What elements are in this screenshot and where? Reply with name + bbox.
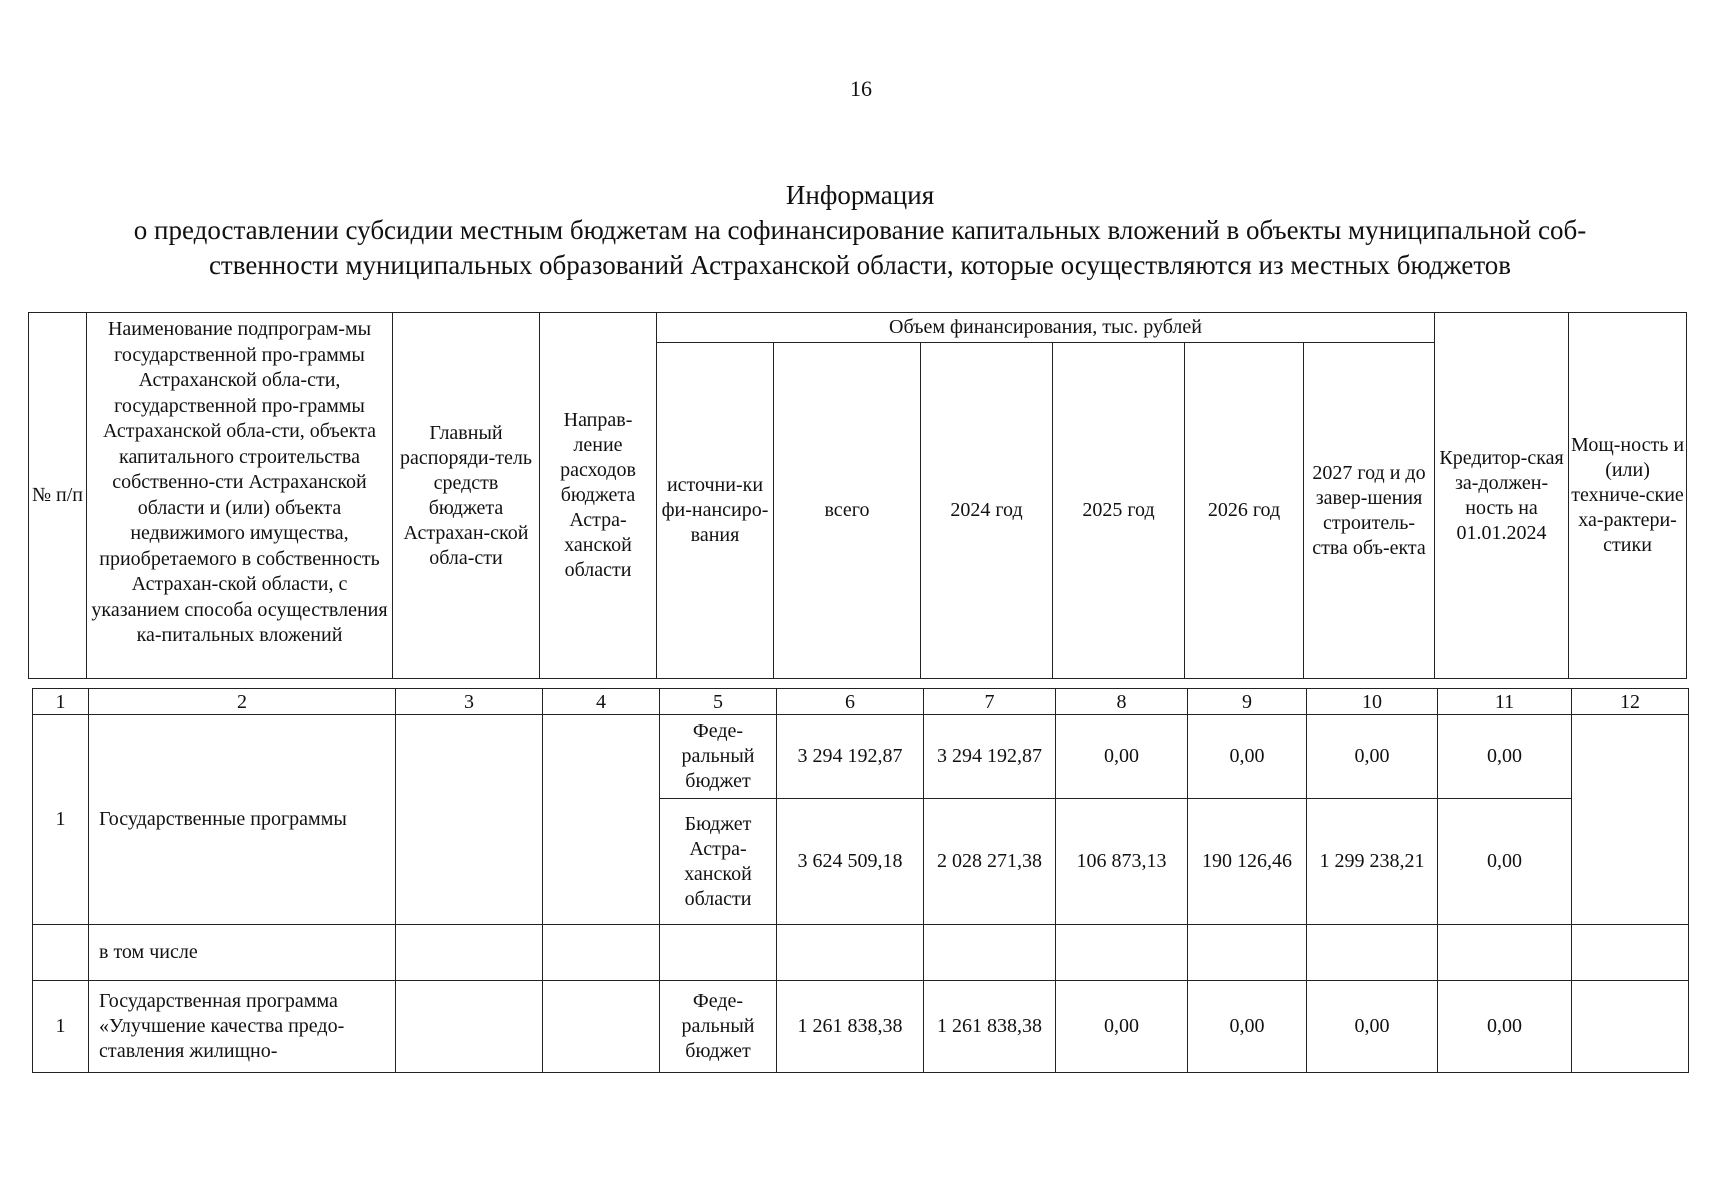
col-number: 8: [1056, 689, 1188, 715]
row-name: Государственная программа «Улучшение качества предо-ставления жилищно-: [89, 981, 396, 1073]
row-2026: 0,00: [1188, 715, 1307, 799]
table-row: [33, 715, 1689, 799]
row-num: 1: [33, 981, 89, 1073]
row-direction: [543, 981, 660, 1073]
row-cell: [924, 925, 1056, 981]
row-total: 3 294 192,87: [777, 715, 924, 799]
row-cell: [396, 925, 543, 981]
header-2027: 2027 год и до завер-шения строитель-ства объ-екта: [1304, 343, 1435, 679]
row-2025: 0,00: [1056, 715, 1188, 799]
col-number: 11: [1438, 689, 1572, 715]
row-debt: 0,00: [1438, 981, 1572, 1073]
header-name: Наименование подпрограм-мы государственной про-граммы Астраханской обла-сти, государственной про-граммы Астраханской обла-сти, объекта капитального строительства собственно-сти Астраханской области и (или) объекта недвижимого имущества, приобретаемого в собственность Астрахан-ской области, с указанием способа осуществления ка-питальных вложений: [87, 313, 393, 679]
row-cell: [660, 925, 777, 981]
row-2026: 0,00: [1188, 981, 1307, 1073]
row-capacity: [1572, 981, 1689, 1073]
header-sources: источни-ки фи-нансиро-вания: [657, 343, 774, 679]
header-2025: 2025 год: [1053, 343, 1185, 679]
row-cell: [1188, 925, 1307, 981]
row-direction: [543, 715, 660, 925]
table-row: [33, 981, 1689, 1073]
row-num: [33, 925, 89, 981]
row-2027: 0,00: [1307, 981, 1438, 1073]
row-chief-manager: [396, 715, 543, 925]
col-number: 9: [1188, 689, 1307, 715]
col-number: 5: [660, 689, 777, 715]
row-2024: 1 261 838,38: [924, 981, 1056, 1073]
header-capacity: Мощ-ность и (или) техниче-ские ха-рактери-стики: [1569, 313, 1687, 679]
row-2024: 2 028 271,38: [924, 799, 1056, 925]
header-2024: 2024 год: [921, 343, 1053, 679]
title-line-1: Информация: [785, 180, 935, 210]
header-total: всего: [774, 343, 921, 679]
data-table: [32, 688, 1689, 1073]
row-2027: 0,00: [1307, 715, 1438, 799]
row-cell: [777, 925, 924, 981]
row-cell: [1307, 925, 1438, 981]
header-direction: Направ-ление расходов бюджета Астра-ханской области: [540, 313, 657, 679]
row-cell: [1056, 925, 1188, 981]
col-number: 2: [89, 689, 396, 715]
header-num: № п/п: [29, 313, 87, 679]
row-source: Феде-ральный бюджет: [660, 981, 777, 1073]
col-number: 6: [777, 689, 924, 715]
col-number: 1: [33, 689, 89, 715]
row-name: Государственные программы: [89, 715, 396, 925]
row-chief-manager: [396, 981, 543, 1073]
title-line-3: ственности муниципальных образований Астраханской области, которые осуществляются из местных бюджетов: [208, 250, 1512, 280]
document-title: [60, 178, 1660, 283]
header-chief-manager: Главный распоряди-тель средств бюджета Астрахан-ской обла-сти: [393, 313, 540, 679]
header-table: [28, 312, 1687, 679]
row-total: 3 624 509,18: [777, 799, 924, 925]
row-source: Феде-ральный бюджет: [660, 715, 777, 799]
row-2027: 1 299 238,21: [1307, 799, 1438, 925]
row-2025: 106 873,13: [1056, 799, 1188, 925]
row-name: в том числе: [89, 925, 396, 981]
row-cell: [1572, 925, 1689, 981]
row-total: 1 261 838,38: [777, 981, 924, 1073]
header-2026: 2026 год: [1185, 343, 1304, 679]
col-number: 12: [1572, 689, 1689, 715]
row-num: 1: [33, 715, 89, 925]
col-number: 4: [543, 689, 660, 715]
table-row: [33, 925, 1689, 981]
row-debt: 0,00: [1438, 715, 1572, 799]
column-number-row: [33, 689, 1689, 715]
page-number: 16: [850, 76, 872, 101]
header-debt: Кредитор-ская за-должен-ность на 01.01.2024: [1435, 313, 1569, 679]
row-cell: [1438, 925, 1572, 981]
col-number: 10: [1307, 689, 1438, 715]
row-2026: 190 126,46: [1188, 799, 1307, 925]
row-capacity: [1572, 715, 1689, 925]
row-debt: 0,00: [1438, 799, 1572, 925]
row-cell: [543, 925, 660, 981]
header-financing-group: Объем финансирования, тыс. рублей: [657, 313, 1435, 343]
title-line-2: о предоставлении субсидии местным бюджетам на софинансирование капитальных вложений в объекты муниципальной соб-: [133, 215, 1587, 245]
row-2024: 3 294 192,87: [924, 715, 1056, 799]
col-number: 7: [924, 689, 1056, 715]
col-number: 3: [396, 689, 543, 715]
row-source: Бюджет Астра-ханской области: [660, 799, 777, 925]
row-2025: 0,00: [1056, 981, 1188, 1073]
